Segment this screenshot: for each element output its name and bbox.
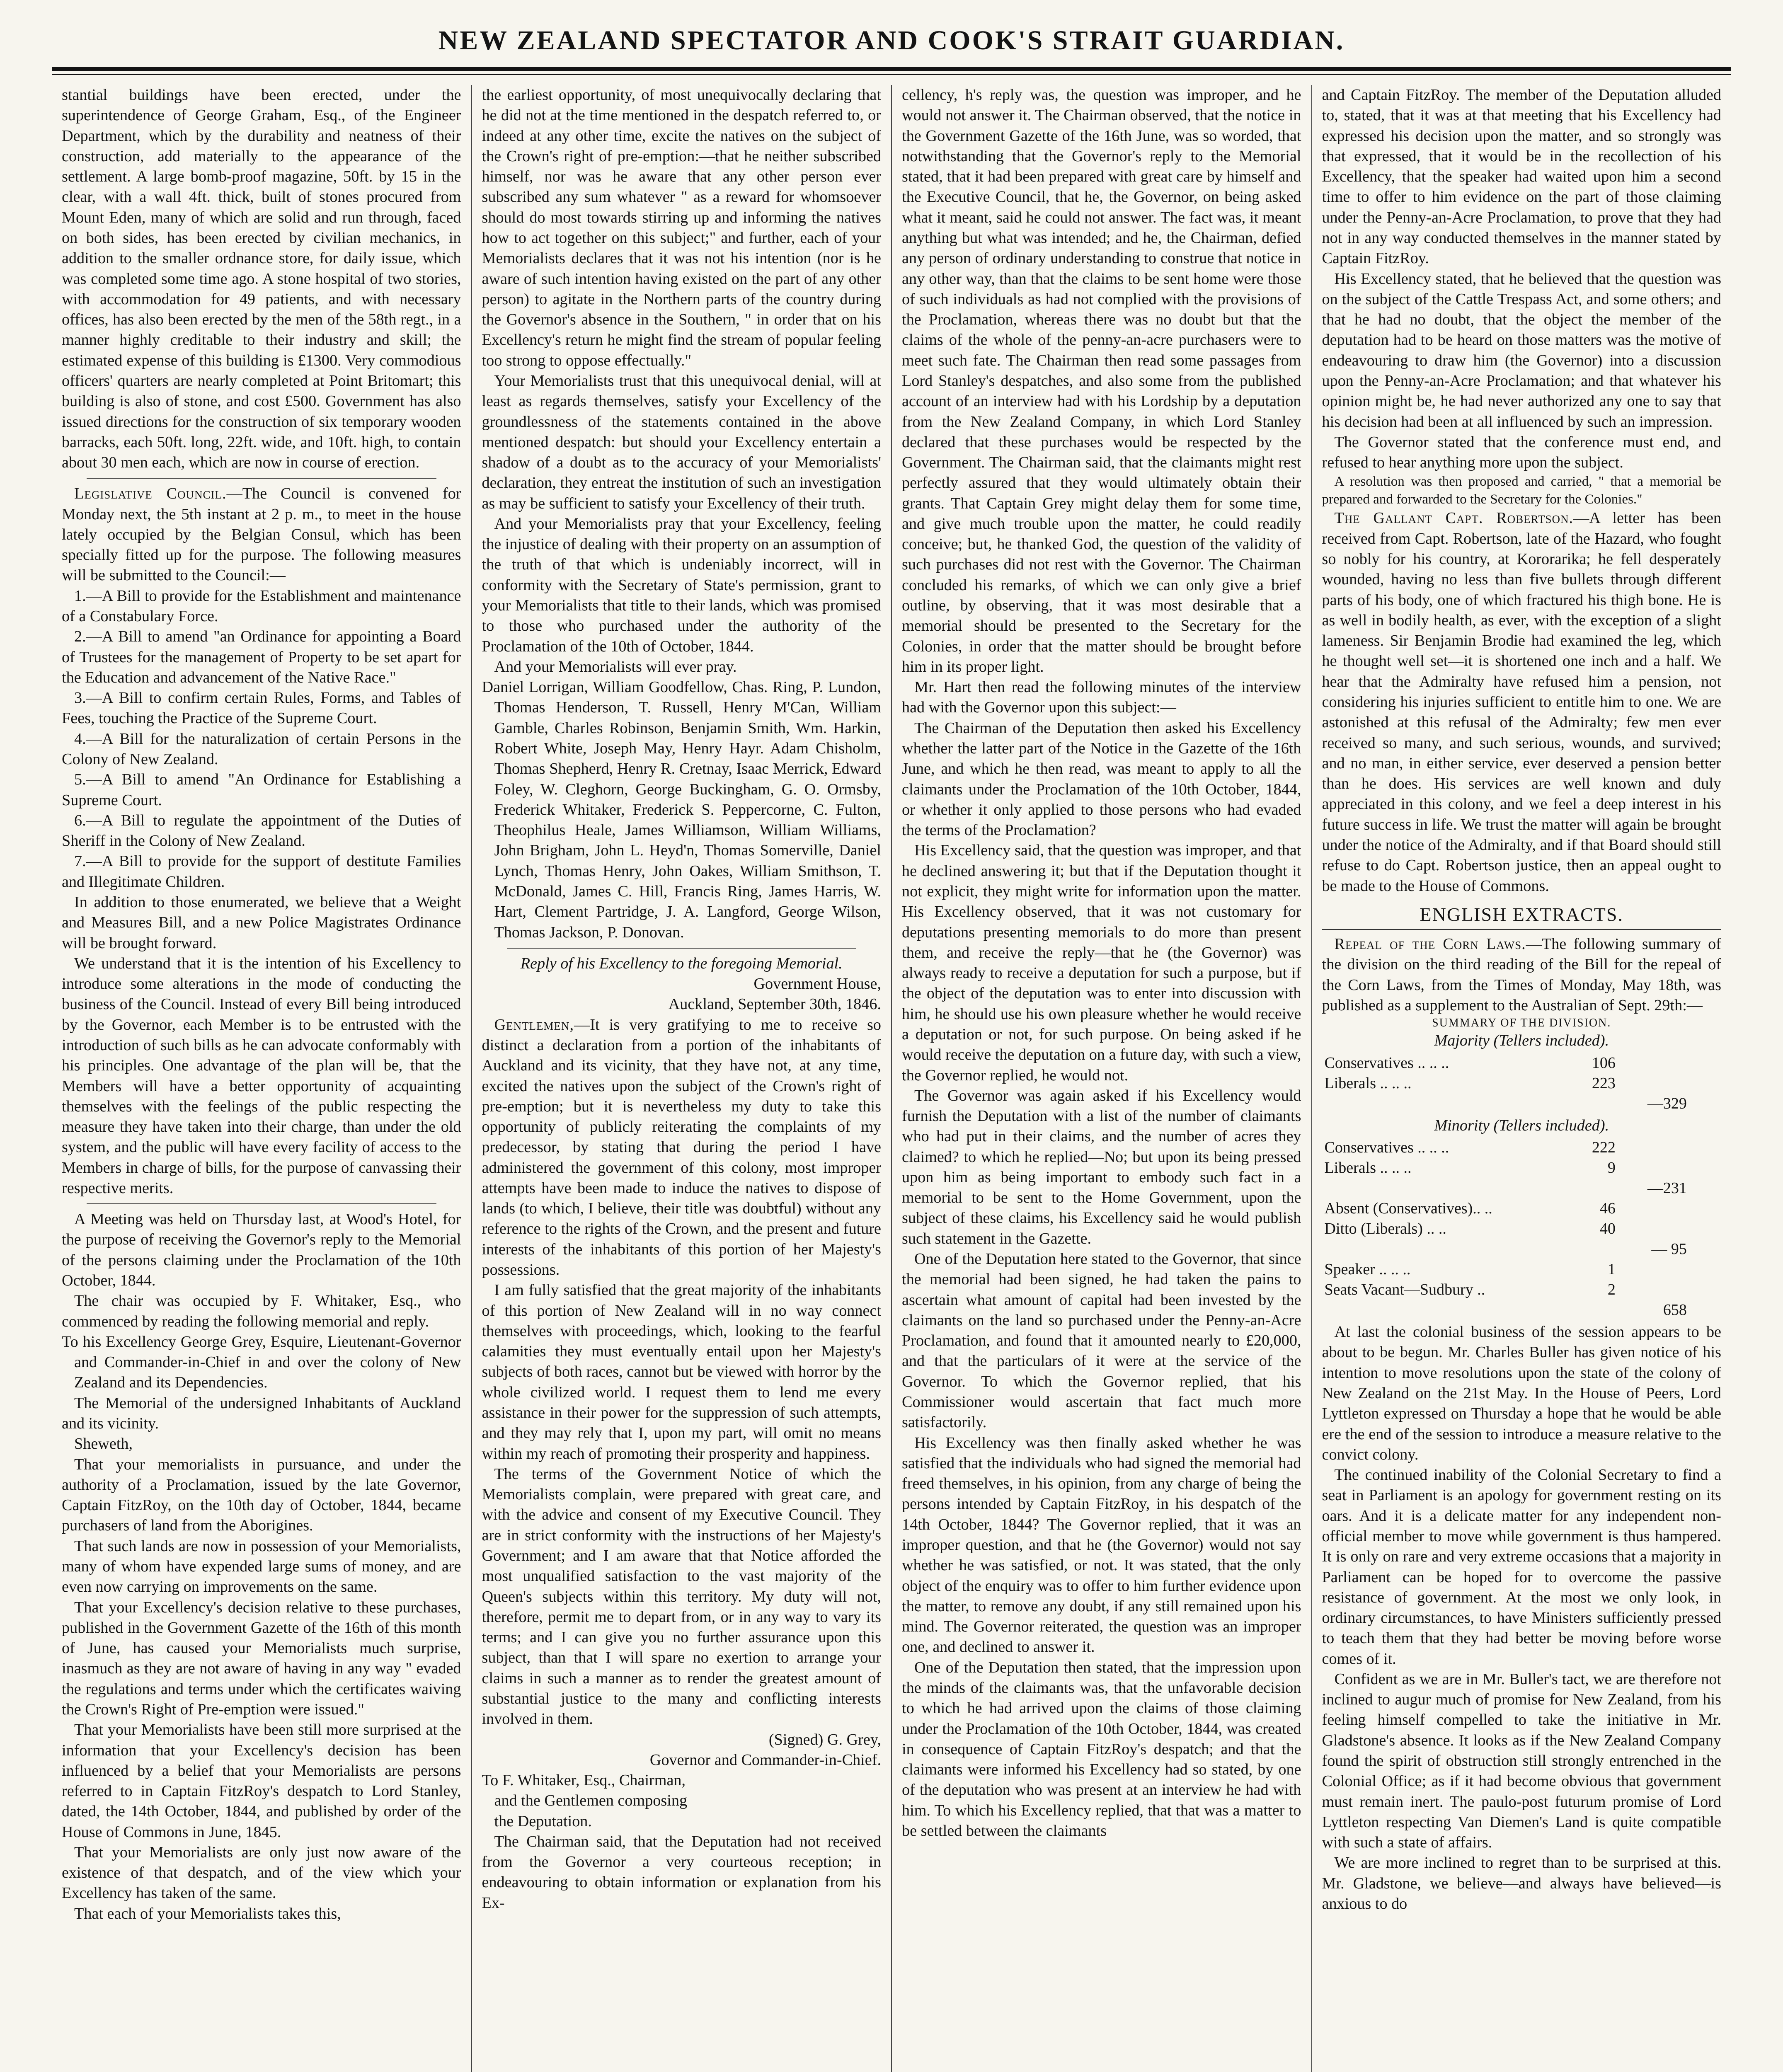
paragraph-lead: The Gallant Capt. Robertson. xyxy=(1334,509,1574,527)
division-label: Liberals .. .. .. xyxy=(1324,1159,1412,1176)
article-paragraph: We understand that it is the intention of his Excellency to introduce some alterations in the mode of conducting the business of the Council. Instead of every Bill being introduced by the Governor, each Member is to be entrusted with the introduction of such bills as he can advocate conformably with his principles. One advantage of the plan will be, that the Members will have a better opportunity of acquainting themselves with the feelings of the public respecting the measure they have taken into their charge, than under the old system, and the public will have every facility of access to the Members in charge of bills, for the purpose of canvassing their respective merits. xyxy=(62,954,461,1197)
article-paragraph: 5.—A Bill to amend "An Ordinance for Establishing a Supreme Court. xyxy=(62,771,461,809)
article-paragraph: And your Memorialists will ever pray. xyxy=(494,658,737,675)
division-label: Speaker .. .. .. xyxy=(1324,1261,1411,1278)
article-paragraph: cellency, h's reply was, the question was improper, and he would not answer it. The Chairman observed, that the notice in the Government Gazette of the 16th June, was so worded, that notwithstanding that the Governor's reply to the Memorial stated, that it had been prepared with great care by himself and the Executive Council, that he, the Governor, on being asked what it meant, said he could not answer. The fact was, it meant anything but what was intended; and he, the Chairman, defied any person of ordinary understanding to construe that notice in any other way, than that the claims to be sent home were those of such individuals as had not complied with the provisions of the Proclamation, whereas there was no doubt but that the claims of the whole of the penny-an-acre purchasers were to meet such fate. The Chairman then read some passages from Lord Stanley's despatches, and also some from the published account of an interview had with his Lordship by a deputation from the New Zealand Company, in which Lord Stanley declared that these purchases would be respected by the Government. The Chairman said, that the claimants might rest perfectly assured that they would ultimately obtain their grants. That Captain Grey might delay them for some time, and give much trouble upon the matter, he could readily conceive; but, he thanked God, the question of the validity of such purchases did not rest with the Governor. The Chairman concluded his remarks, of which we can only give a brief outline, by observing, that it was most desirable that a memorial should be presented to the Secretary for the Colonies, in order that the matter should be brought before him in its proper light. xyxy=(902,86,1301,675)
article-paragraph: 2.—A Bill to amend "an Ordinance for appointing a Board of Trustees for the management of Property to be set apart for the Education and advancement of the Native Race." xyxy=(62,628,461,686)
paragraph-lead: Gentlemen, xyxy=(494,1016,574,1034)
article-paragraph: A resolution was then proposed and carried, " that a memorial be prepared and forwarded to the Secretary for the Colonies." xyxy=(1322,474,1721,507)
column-1 xyxy=(52,85,471,2072)
article-paragraph xyxy=(1322,934,1722,1016)
article-paragraph: The Governor was again asked if his Excellency would furnish the Deputation with a list of the number of claimants who had put in their claims, and the number of acres they claimed? to which he replied—No; but upon its being pressed upon him as being important to embody such fact in a memorial to be sent to the Home Government, upon the subject of these claims, his Excellency said he would publish such statement in the Gazette. xyxy=(902,1087,1301,1247)
article-paragraph: Your Memorialists trust that this unequivocal denial, will at least as regards themselves, satisfy your Excellency of the groundlessness of the statements contained in the above mentioned despatch: but should your Excellency entertain a shadow of a doubt as to the accuracy of your Memorialists' declaration, they entreat the institution of such an investigation as may be sufficient to satisfy your Excellency of their truth. xyxy=(482,372,881,512)
article-paragraph: Mr. Hart then read the following minutes of the interview had with the Governor upon this subject:— xyxy=(902,678,1301,716)
article-paragraph: I am fully satisfied that the great majority of the inhabitants of this portion of New Zealand will in no way connect themselves with proceedings, which, looking to the fearful calamities they must eventually entail upon her Majesty's subjects of both races, cannot but be viewed with horror by the whole civilized world. I request them to lend me every assistance in their power for the suppression of such attempts, and they may rely that I, upon my part, will omit no means within my reach of promoting their prosperity and happiness. xyxy=(482,1281,881,1462)
paragraph-lead: Legislative Council. xyxy=(74,485,227,503)
division-row xyxy=(1322,1138,1689,1158)
article-paragraph: That such lands are now in possession of your Memorialists, many of whom have expended large sums of money, and are even now carrying on improvements on the same. xyxy=(62,1537,461,1596)
division-count: 46 xyxy=(1599,1200,1616,1218)
article-paragraph: stantial buildings have been erected, under the superintendence of George Graham, Esq., of the Engineer Department, which by the durability and neatness of their construction, add materially to the appearance of the settlement. A large bomb-proof magazine, 50ft. by 15 in the clear, with a wall 4ft. thick, built of stones procured from Mount Eden, many of which are solid and run through, faced on both sides, has been erected by civilian mechanics, in addition to the smaller ordnance store, for daily issue, which was completed some time ago. A stone hospital of two stories, with accommodation for 49 patients, and with necessary offices, has also been erected by the men of the 58th regt., in a manner highly creditable to their industry and skill; the estimated expense of this building is £1300. Very commodious officers' quarters are nearly completed at Point Britomart; this building is also of stone, and cost £500. Government has also issued directions for the construction of six temporary wooden barracks, each 50ft. long, 22ft. wide, and 10ft. high, to contain about 30 men each, which are now in course of erection. xyxy=(62,86,461,472)
division-total: — 95 xyxy=(1651,1240,1687,1258)
column-4 xyxy=(1311,85,1732,2072)
division-label: Conservatives .. .. .. xyxy=(1324,1138,1449,1156)
division-total xyxy=(1618,1158,1689,1178)
article-paragraph xyxy=(1322,508,1722,896)
article-paragraph: That each of your Memorialists takes this, xyxy=(74,1905,341,1922)
article-paragraph: the Deputation. xyxy=(494,1812,592,1830)
article-paragraph: Majority (Tellers included). xyxy=(1434,1032,1609,1050)
article-paragraph: and Captain FitzRoy. The member of the Deputation alluded to, stated, that it was at that meeting that his Excellency had expressed his decision upon the matter, and so strongly was that expressed, that it would be in the recollection of his Excellency, that the speaker had waited upon him a second time to offer to him evidence on the part of those claiming under the Penny-an-Acre Proclamation, to prove that they had not in any way conducted themselves in the manner stated by Captain FitzRoy. xyxy=(1322,86,1721,267)
article-paragraph: That your Excellency's decision relative to these purchases, published in the Government Gazette of the 16th of this month of June, has caused your Memorialists much surprise, inasmuch as they are not aware of having in any way " evaded the regulations and terms under which the certificates waiving the Crown's Right of Pre-emption were issued." xyxy=(62,1598,461,1718)
division-count xyxy=(1563,1094,1618,1114)
article-paragraph: 3.—A Bill to confirm certain Rules, Forms, and Tables of Fees, touching the Practice of the Supreme Court. xyxy=(62,689,461,727)
column-3 xyxy=(891,85,1311,2072)
division-count: 1 xyxy=(1607,1261,1616,1278)
division-count: 106 xyxy=(1592,1054,1616,1072)
article-paragraph: 4.—A Bill for the naturalization of certain Persons in the Colony of New Zealand. xyxy=(62,730,461,768)
division-row xyxy=(1322,1073,1689,1094)
division-row xyxy=(1322,1178,1689,1198)
division-count: 222 xyxy=(1592,1138,1616,1156)
division-count xyxy=(1563,1178,1618,1198)
division-row xyxy=(1322,1280,1689,1300)
masthead-rule xyxy=(52,74,1731,75)
article-paragraph: In addition to those enumerated, we believe that a Weight and Measures Bill, and a new Police Magistrates Ordinance will be brought forward. xyxy=(62,893,461,952)
article-paragraph: Auckland, September 30th, 1846. xyxy=(668,995,881,1013)
article-paragraph: The Governor stated that the conference must end, and refused to hear anything more upon the subject. xyxy=(1322,433,1721,472)
separator-rule xyxy=(507,948,857,949)
division-row xyxy=(1322,1239,1689,1259)
article-paragraph: One of the Deputation then stated, that the impression upon the minds of the claimants was, that the unfavorable decision to which he had arrived upon the claims of those claiming under the Proclamation of the 10th October, 1844, was created in consequence of Captain FitzRoy's despatch; and that the claimants were informed his Excellency had so stated, by one of the deputation who was present at an interview he had with him. To which his Excellency replied, that that was a matter to be settled between the claimants xyxy=(902,1658,1301,1840)
article-paragraph: The Chairman of the Deputation then asked his Excellency whether the latter part of the Notice in the Gazette of the 16th June, and which he then read, was meant to apply to all the claimants under the Proclamation of the 10th October, 1844, or whether it only applied to those persons who had evaded the terms of the Proclamation? xyxy=(902,719,1301,839)
separator-rule xyxy=(87,1203,436,1204)
article-paragraph: At last the colonial business of the session appears to be about to be begun. Mr. Charles Buller has given notice of his intention to move resolutions upon the state of the colony of New Zealand on the 21st May. In the House of Peers, Lord Lyttleton expressed on Thursday a hope that he would be able ere the end of the session to introduce a measure relative to the convict colony. xyxy=(1322,1323,1721,1463)
article-paragraph: The continued inability of the Colonial Secretary to find a seat in Parliament is an apology for government resting on its oars. And it is a delicate matter for any independent non-official member to move while government is thus hampered. It is only on rare and very extreme occasions that a majority in Parliament can be hoped for to overcome the passive resistance of government. At the most we only look, in ordinary circumstances, to have Ministers sufficiently pressed to teach them that they had better be moving before worse comes of it. xyxy=(1322,1466,1721,1668)
division-total xyxy=(1618,1259,1689,1280)
division-count: 9 xyxy=(1607,1159,1616,1176)
article-paragraph: We are more inclined to regret than to be surprised at this. Mr. Gladstone, we believe—and always have believed—is anxious to do xyxy=(1322,1854,1721,1912)
division-row xyxy=(1322,1219,1689,1239)
division-total xyxy=(1618,1280,1689,1300)
division-count xyxy=(1563,1300,1618,1320)
division-total xyxy=(1618,1053,1689,1073)
division-row xyxy=(1322,1158,1689,1178)
section-heading: ENGLISH EXTRACTS. xyxy=(1322,902,1722,930)
article-paragraph xyxy=(482,1015,882,1280)
article-paragraph: One of the Deputation here stated to the Governor, that since the memorial had been signed, he had taken the pains to ascertain what amount of capital had been invested by the claimants on the land so purchased under the Penny-an-Acre Proclamation, and found that it amounted nearly to £20,000, and that the particulars of it were at the service of the Governor. To which the Governor replied, that his Commissioner would ascertain that fact much more satisfactorily. xyxy=(902,1250,1301,1431)
division-label xyxy=(1322,1094,1563,1114)
article-paragraph: the earliest opportunity, of most unequivocally declaring that he did not at the time mentioned in the despatch referred to, or indeed at any other time, excite the natives on the subject of the Crown's right of pre-emption:—that he neither subscribed himself, nor was he aware that any other person ever subscribed any sum whatever " as a reward for whomsoever should do most towards stirring up and informing the natives how to act together on this subject;" and further, each of your Memorialists declares that it was not his intention (nor is he aware of such intention having existed on the part of any other person) to agitate in the Northern parts of the country during the Governor's absence in the Southern, " in order that on his Excellency's return he might find the stream of popular feeling too strong to oppose effectually." xyxy=(482,86,881,369)
columns xyxy=(52,85,1731,2072)
article-paragraph: The terms of the Government Notice of which the Memorialists complain, were prepared with great care, and with the advice and consent of my Executive Council. They are in strict conformity with the instructions of her Majesty's Government; and I am aware that that Notice afforded the most unqualified satisfaction to the vast majority of the Queen's subjects within this territory. My duty will not, therefore, permit me to depart from, or in any way to vary its terms; and I can give you no further assurance upon this subject, than that I will spare no exertion to arrange your claims in such a manner as to render the greatest amount of substantial justice to the many and conflicting interests involved in them. xyxy=(482,1465,881,1728)
division-row xyxy=(1322,1094,1689,1114)
division-label: Conservatives .. .. .. xyxy=(1324,1054,1449,1072)
article-paragraph: Minority (Tellers included). xyxy=(1434,1116,1609,1134)
division-total xyxy=(1618,1138,1689,1158)
article-paragraph: Daniel Lorrigan, William Goodfellow, Chas. Ring, P. Lundon, Thomas Henderson, T. Russell, Henry M'Can, William Gamble, Charles Robinson, Benjamin Smith, Wm. Harkin, Robert White, Joseph May, Henry Hayr. Adam Chisholm, Thomas Shepherd, Henry R. Cretnay, Isaac Merrick, Edward Foley, W. Cleghorn, George Buckingham, G. O. Ormsby, Frederick Whitaker, Frederick S. Peppercorne, C. Fulton, Theophilus Heale, James Williamson, William Williams, John Brigham, John L. Heyd'n, Thomas Somerville, Daniel Lynch, Thomas Henry, John Oakes, William Smithson, T. McDonald, James C. Hill, Francis Ring, James Harris, W. Hart, Clement Partridge, J. A. Langford, George Wilson, Thomas Jackson, P. Donovan. xyxy=(482,678,881,941)
article-paragraph: To F. Whitaker, Esq., Chairman, xyxy=(482,1772,686,1789)
article-paragraph: The chair was occupied by F. Whitaker, Esq., who commenced by reading the following memorial and reply. xyxy=(62,1292,461,1330)
article-paragraph: The Chairman said, that the Deputation had not received from the Governor a very courteous reception; in endeavouring to obtain information or explanation from his Ex- xyxy=(482,1832,881,1912)
article-paragraph: His Excellency said, that the question was improper, and that he declined answering it; but that if the Deputation thought it not explicit, they might write for information upon the matter. His Excellency observed, that it was not customary for deputations presenting memorials to do more than present them, and receive the reply—that he (the Governor) was always ready to receive a deputation for such a purpose, but if the object of the deputation was to enter into discussion with him, he should use his own pleasure whether he would receive a deputation or not, for such purpose. On being asked if he would receive the deputation on a future day, with such a view, the Governor replied, he would not. xyxy=(902,842,1301,1084)
column-2 xyxy=(471,85,892,2072)
article-paragraph: Government House, xyxy=(753,975,881,993)
article-paragraph: Confident as we are in Mr. Buller's tact, we are therefore not inclined to augur much of promise for New Zealand, from his feeling himself compelled to take the initiative in Mr. Gladstone's absence. It looks as if the New Zealand Company found the spirit of obstruction still strongly entrenched in the Colonial Office; as if it had become obvious that government must remain inert. The paulo-post futurum promise of Lord Lyttleton respecting Van Diemen's Land is quite compatible with such a state of affairs. xyxy=(1322,1670,1721,1852)
article-paragraph: A Meeting was held on Thursday last, at Wood's Hotel, for the purpose of receiving the Governor's reply to the Memorial of the persons claiming under the Proclamation of the 10th October, 1844. xyxy=(62,1210,461,1290)
article-paragraph: 1.—A Bill to provide for the Establishment and maintenance of a Constabulary Force. xyxy=(62,587,461,625)
article-paragraph: That your memorialists in pursuance, and under the authority of a Proclamation, issued by the late Governor, Captain FitzRoy, on the 10th day of October, 1844, became purchasers of land from the Aborigines. xyxy=(62,1455,461,1535)
division-count: 223 xyxy=(1592,1074,1616,1092)
division-row xyxy=(1322,1198,1689,1219)
paragraph-text: —It is very gratifying to me to receive so distinct a declaration from a portion of the inhabitants of Auckland and its vicinity, that they have not, at any time, excited the natives upon the subject of the Crown's right of pre-emption; but it is nevertheless my duty to take this opportunity of publicly reiterating the complaints of my predecessor, by stating that during the period I have administered the government of this colony, most improper attempts have been made to induce the natives to dispose of lands (to which, I believe, their title was doubtful) without any reference to the rights of the Crown, and the present and future interests of the inhabitants of this portion of her Majesty's possessions. xyxy=(482,1016,881,1279)
division-row xyxy=(1322,1300,1689,1320)
division-row xyxy=(1322,1259,1689,1280)
division-count xyxy=(1563,1239,1618,1259)
article-paragraph: Sheweth, xyxy=(74,1435,133,1453)
division-total: —329 xyxy=(1647,1094,1687,1112)
division-label: Absent (Conservatives).. .. xyxy=(1324,1200,1492,1218)
article-paragraph: The Memorial of the undersigned Inhabitants of Auckland and its vicinity. xyxy=(62,1394,461,1432)
paragraph-text: —A letter has been received from Capt. Robertson, late of the Hazard, who fought so nobly for his country, at Kororarika; he fell desperately wounded, having no less than five bullets through different parts of his body, one of which fractured his thigh bone. He is as well in bodily health, as ever, with the exception of a slight lameness. Sir Benjamin Brodie had examined the leg, which he thought well set—it is shortened one inch and a half. We hear that the Admiralty have refused him a pension, not considering his injuries sufficient to entitle him to one. We are astonished at this refusal of the Admiralty; few men ever received so many, and such serious, wounds, and survived; and no man, in either service, ever deserved a pension better than he does. His services are well known and duly appreciated in this colony, and we feel a deep interest in his future success in life. We trust the matter will again be brought under the notice of the Admiralty, and if that Board should still refuse to do Capt. Robertson justice, then an appeal ought to be made to the House of Commons. xyxy=(1322,509,1721,895)
division-label: Ditto (Liberals) .. .. xyxy=(1324,1220,1446,1238)
article-paragraph: and the Gentlemen composing xyxy=(494,1792,688,1810)
division-total xyxy=(1618,1073,1689,1094)
article-paragraph: That your Memorialists are only just now aware of the existence of that despatch, and of the view which your Excellency has taken of the same. xyxy=(62,1843,461,1902)
division-total: 658 xyxy=(1663,1301,1687,1319)
article-paragraph: To his Excellency George Grey, Esquire, Lieutenant-Governor and Commander-in-Chief in and over the colony of New Zealand and its Dependencies. xyxy=(62,1333,461,1392)
division-table xyxy=(1322,1053,1689,1114)
article-paragraph: 7.—A Bill to provide for the support of destitute Families and Illegitimate Children. xyxy=(62,852,461,891)
masthead-title: NEW ZEALAND SPECTATOR AND COOK'S STRAIT GUARDIAN. xyxy=(52,25,1731,71)
division-label xyxy=(1322,1239,1563,1259)
division-total: —231 xyxy=(1647,1179,1687,1197)
division-total xyxy=(1618,1198,1689,1219)
article-paragraph xyxy=(62,484,461,586)
division-row xyxy=(1322,1053,1689,1073)
article-paragraph: His Excellency stated, that he believed that the question was on the subject of the Cattle Trespass Act, and some others; and that he had no doubt, that the object the member of the deputation had to be heard on those matters was the motive of endeavouring to draw him (the Governor) into a discussion upon the Penny-an-Acre Proclamation; and that whatever his opinion might be, he had never authorized any one to say that his decision had been at all influenced by such an impression. xyxy=(1322,270,1721,431)
article-paragraph: Governor and Commander-in-Chief. xyxy=(649,1751,881,1769)
paragraph-lead: Repeal of the Corn Laws. xyxy=(1334,935,1526,953)
article-paragraph: (Signed) G. Grey, xyxy=(768,1731,881,1748)
paragraph-text: —The Council is convened for Monday next, the 5th instant at 2 p. m., to meet in the house lately occupied by the Belgian Consul, which has been specially fitted up for the purpose. The following measures will be submitted to the Council:— xyxy=(62,485,461,584)
division-label xyxy=(1322,1300,1563,1320)
division-total xyxy=(1618,1219,1689,1239)
division-label: Liberals .. .. .. xyxy=(1324,1074,1412,1092)
division-label: Seats Vacant—Sudbury .. xyxy=(1324,1281,1485,1299)
division-table xyxy=(1322,1138,1689,1320)
article-paragraph: SUMMARY OF THE DIVISION. xyxy=(1432,1017,1611,1030)
article-paragraph: His Excellency was then finally asked whether he was satisfied that the individuals who had signed the memorial had freed themselves, in his opinion, from any charge of being the persons intended by Captain FitzRoy, in his despatch of the 14th October, 1844? The Governor replied, that it was an improper question, and that he (the Governor) would not say whether he was satisfied, or not. It was stated, that the only object of the enquiry was to offer to him further evidence upon the matter, to remove any doubt, if any still remained upon his mind. The Governor reiterated, the question was an improper one, and declined to answer it. xyxy=(902,1434,1301,1656)
division-count: 40 xyxy=(1599,1220,1616,1238)
article-paragraph: That your Memorialists have been still more surprised at the information that your Excellency's decision has been influenced by a belief that your Memorialists are persons referred to in Captain FitzRoy's despatch to Lord Stanley, dated, the 14th October, 1844, and published by order of the House of Commons in June, 1845. xyxy=(62,1721,461,1841)
article-paragraph: Reply of his Excellency to the foregoing Memorial. xyxy=(520,954,843,972)
article-paragraph: 6.—A Bill to regulate the appointment of the Duties of Sheriff in the Colony of New Zealand. xyxy=(62,811,461,850)
separator-rule xyxy=(87,478,436,479)
article-paragraph: And your Memorialists pray that your Excellency, feeling the injustice of dealing with their property on an assumption of the truth of that which is undeniably incorrect, will in conformity with the Secretary of State's permission, grant to your Memorialists that title to their lands, which was promised to those who purchased under the authority of the Proclamation of the 10th of October, 1844. xyxy=(482,515,881,655)
division-label xyxy=(1322,1178,1563,1198)
division-count: 2 xyxy=(1607,1281,1616,1299)
paragraph-text: —The following summary of the division on the third reading of the Bill for the repeal of the Corn Laws, from the Times of Monday, May 18th, was published as a supplement to the Australian of Sept. 29th:— xyxy=(1322,935,1721,1014)
